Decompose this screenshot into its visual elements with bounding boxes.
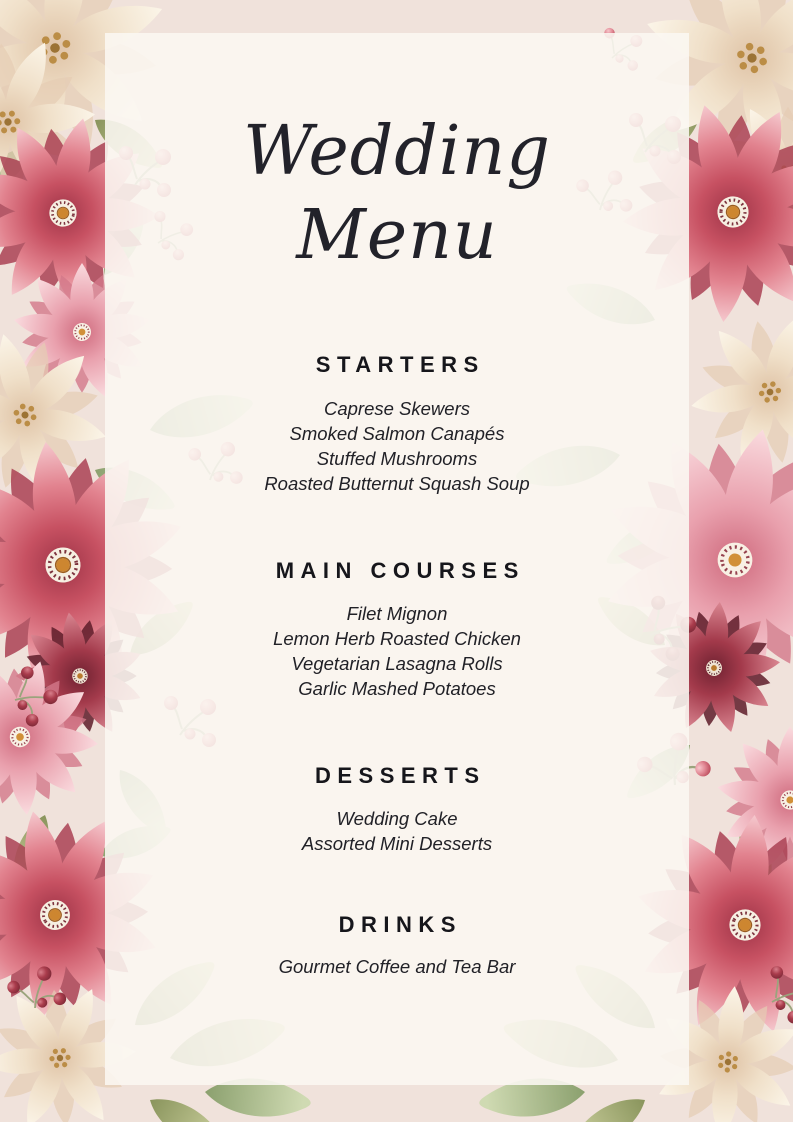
desserts-item-list [105, 806, 689, 856]
starters-item-list [105, 396, 689, 496]
menu-item: Stuffed Mushrooms [316, 448, 478, 469]
menu-item: Wedding Cake [336, 808, 458, 829]
section-header-main-courses: MAIN COURSES [275, 558, 525, 583]
menu-item: Lemon Herb Roasted Chicken [273, 628, 521, 649]
menu-item: Vegetarian Lasagna Rolls [291, 653, 503, 674]
menu-item: Filet Mignon [346, 603, 448, 624]
section-header-desserts: DESSERTS [314, 763, 486, 788]
menu-title-line1: Wedding [243, 112, 551, 191]
menu-title-line2: Menu [296, 196, 498, 275]
menu-item: Gourmet Coffee and Tea Bar [278, 956, 516, 977]
drinks-item-list [105, 954, 689, 979]
section-header-starters: STARTERS [315, 352, 485, 377]
main-courses-item-list [105, 601, 689, 701]
menu-item: Caprese Skewers [323, 398, 470, 419]
menu-item: Smoked Salmon Canapés [289, 423, 505, 444]
section-header-drinks: DRINKS [338, 912, 462, 937]
menu-content [105, 0, 689, 1122]
menu-item: Roasted Butternut Squash Soup [264, 473, 530, 494]
menu-title [105, 110, 689, 278]
menu-item: Garlic Mashed Potatoes [298, 678, 496, 699]
menu-item: Assorted Mini Desserts [301, 833, 493, 854]
